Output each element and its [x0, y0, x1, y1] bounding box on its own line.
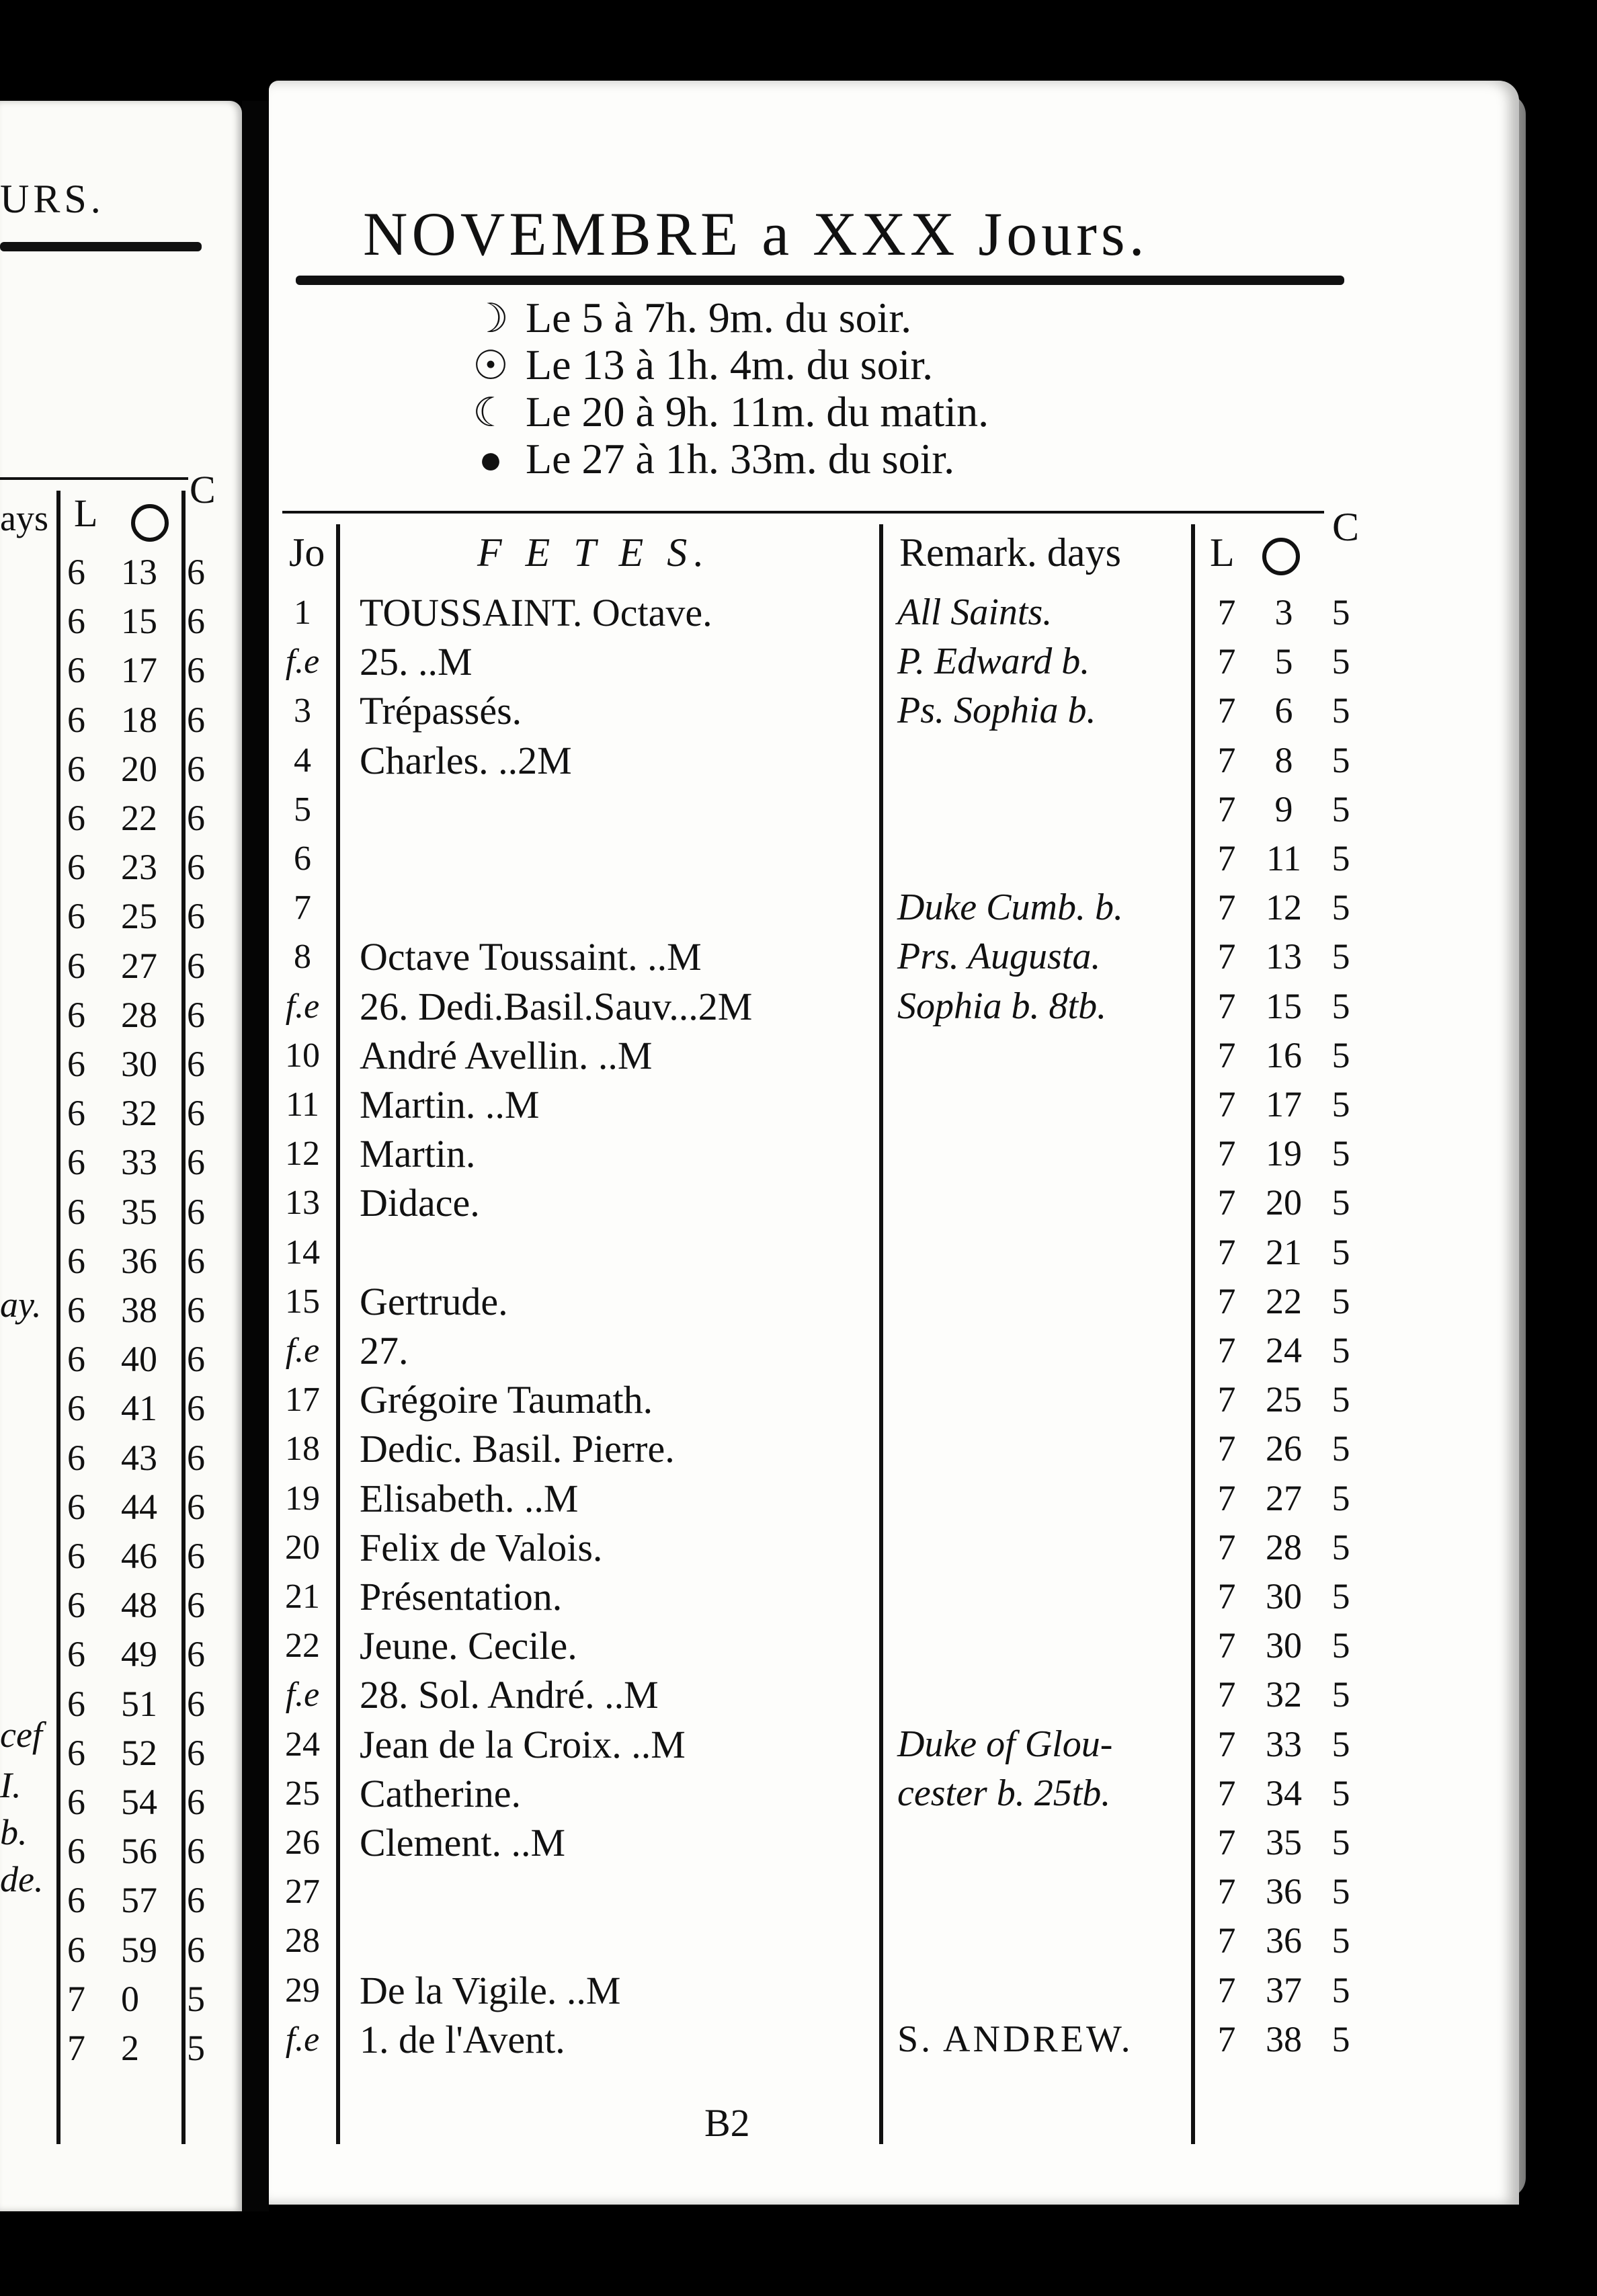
left-lunar-cell: 6 — [67, 748, 85, 789]
left-c-cell: 6 — [187, 896, 205, 937]
left-lunar-cell: 6 — [67, 1437, 85, 1478]
left-lunar-cell: 6 — [67, 1486, 85, 1527]
remark-cell: Duke Cumb. b. — [897, 887, 1123, 929]
fete-cell: André Avellin. ..M — [360, 1033, 653, 1077]
left-lunar-cell: 6 — [67, 1191, 85, 1232]
fete-cell: 27. — [360, 1329, 409, 1372]
day-cell: 20 — [285, 1528, 320, 1567]
day-cell: 13 — [285, 1184, 320, 1223]
left-divider — [181, 491, 186, 2144]
day-cell: 10 — [285, 1036, 320, 1075]
c-cell: 5 — [1332, 887, 1350, 928]
lunar-cell: 7 — [1217, 1772, 1236, 1813]
left-lunar-cell: 6 — [67, 1388, 85, 1429]
sun-cell: 19 — [1266, 1133, 1302, 1174]
c-cell: 5 — [1332, 739, 1350, 780]
left-sun-cell: 52 — [121, 1732, 157, 1773]
left-margin-fragment: ay. — [0, 1284, 42, 1325]
fete-cell: Martin. — [360, 1132, 476, 1176]
left-sun-cell: 59 — [121, 1929, 157, 1970]
lunar-cell: 7 — [1217, 1576, 1236, 1616]
lunar-cell: 7 — [1217, 1084, 1236, 1124]
left-c-cell: 6 — [187, 1929, 205, 1970]
sun-cell: 30 — [1266, 1576, 1302, 1616]
fete-cell: Felix de Valois. — [360, 1525, 603, 1569]
c-cell: 5 — [1332, 1477, 1350, 1518]
c-cell: 5 — [1332, 1034, 1350, 1075]
left-lunar-cell: 6 — [67, 650, 85, 691]
sun-cell: 32 — [1266, 1674, 1302, 1715]
left-sun-cell: 28 — [121, 994, 157, 1035]
day-cell: 3 — [294, 692, 311, 731]
header-C: C — [1332, 505, 1360, 549]
c-cell: 5 — [1332, 1871, 1350, 1912]
remark-cell: Ps. Sophia b. — [897, 690, 1096, 732]
left-sun-cell: 0 — [121, 1978, 139, 2019]
left-c-cell: 6 — [187, 552, 205, 592]
lunar-cell: 7 — [1217, 1330, 1236, 1370]
day-cell: 14 — [285, 1233, 320, 1272]
remark-cell: Prs. Augusta. — [897, 936, 1101, 978]
lunar-cell: 7 — [1217, 1969, 1236, 2010]
left-sun-cell: 18 — [121, 699, 157, 740]
remark-cell: P. Edward b. — [897, 641, 1090, 683]
left-sun-cell: 23 — [121, 847, 157, 888]
sun-cell: 26 — [1266, 1428, 1302, 1469]
book-gutter — [242, 101, 269, 2211]
left-lunar-cell: 6 — [67, 896, 85, 937]
left-c-cell: 6 — [187, 847, 205, 888]
left-c-cell: 6 — [187, 748, 205, 789]
fete-cell: Grégoire Taumath. — [360, 1378, 653, 1422]
first-quarter-icon: ☽ — [473, 296, 509, 341]
c-cell: 5 — [1332, 1576, 1350, 1616]
left-c-cell: 6 — [187, 798, 205, 838]
left-c-cell: 6 — [187, 1093, 205, 1134]
sun-cell: 36 — [1266, 1920, 1302, 1961]
left-lunar-cell: 7 — [67, 2028, 85, 2068]
left-sun-cell: 40 — [121, 1339, 157, 1380]
c-cell: 5 — [1332, 1772, 1350, 1813]
sun-cell: 34 — [1266, 1772, 1302, 1813]
left-c-cell: 6 — [187, 1437, 205, 1478]
left-c-cell: 6 — [187, 1240, 205, 1281]
left-sun-cell: 2 — [121, 2028, 139, 2068]
left-lunar-cell: 6 — [67, 1044, 85, 1084]
sun-cell: 16 — [1266, 1034, 1302, 1075]
lunar-cell: 7 — [1217, 936, 1236, 977]
day-cell: 24 — [285, 1725, 320, 1764]
lunar-cell: 7 — [1217, 592, 1236, 632]
sun-cell: 15 — [1266, 985, 1302, 1026]
left-c-cell: 6 — [187, 1880, 205, 1921]
c-cell: 5 — [1332, 1526, 1350, 1567]
left-header-rule — [0, 242, 202, 251]
c-cell: 5 — [1332, 838, 1350, 878]
left-divider — [56, 491, 60, 2144]
lunar-cell: 7 — [1217, 1428, 1236, 1469]
left-sun-cell: 49 — [121, 1634, 157, 1675]
sun-cell: 6 — [1274, 690, 1293, 731]
fete-cell: Jean de la Croix. ..M — [360, 1722, 686, 1766]
lunar-cell: 7 — [1217, 1477, 1236, 1518]
lunar-cell: 7 — [1217, 788, 1236, 829]
left-lunar-cell: 6 — [67, 1240, 85, 1281]
left-sun-cell: 43 — [121, 1437, 157, 1478]
left-sun-cell: 38 — [121, 1290, 157, 1330]
fete-cell: Clement. ..M — [360, 1821, 566, 1864]
sun-cell: 12 — [1266, 887, 1302, 928]
fete-cell: 1. de l'Avent. — [360, 2017, 565, 2061]
left-lunar-cell: 6 — [67, 1585, 85, 1626]
fete-cell: Catherine. — [360, 1771, 521, 1815]
lunar-cell: 7 — [1217, 641, 1236, 682]
day-cell: f.e — [285, 1676, 320, 1715]
lunar-cell: 7 — [1217, 1034, 1236, 1075]
left-c-cell: 6 — [187, 1044, 205, 1084]
day-cell: 7 — [294, 889, 311, 928]
c-cell: 5 — [1332, 1723, 1350, 1764]
c-cell: 5 — [1332, 985, 1350, 1026]
c-cell: 5 — [1332, 1330, 1350, 1370]
day-cell: 26 — [285, 1823, 320, 1862]
left-sun-cell: 57 — [121, 1880, 157, 1921]
left-lunar-cell: 6 — [67, 1093, 85, 1134]
left-sun-cell: 13 — [121, 552, 157, 592]
left-margin-fragment: cef — [0, 1715, 42, 1755]
fete-cell: Trépassés. — [360, 689, 522, 733]
lunar-cell: 7 — [1217, 690, 1236, 731]
left-c-cell: 6 — [187, 699, 205, 740]
fete-cell: Dedic. Basil. Pierre. — [360, 1427, 675, 1471]
left-sun-cell: 48 — [121, 1585, 157, 1626]
left-lunar-cell: 6 — [67, 994, 85, 1035]
day-cell: 12 — [285, 1135, 320, 1174]
left-c-cell: 6 — [187, 1585, 205, 1626]
day-cell: 28 — [285, 1922, 320, 1961]
lunar-cell: 7 — [1217, 1133, 1236, 1174]
fete-cell: Octave Toussaint. ..M — [360, 935, 702, 979]
header-fetes: F E T E S. — [477, 530, 711, 575]
c-cell: 5 — [1332, 1133, 1350, 1174]
day-cell: f.e — [285, 1331, 320, 1370]
left-c-cell: 6 — [187, 1634, 205, 1675]
lunar-cell: 7 — [1217, 1625, 1236, 1666]
moon-phase-text: Le 20 à 9h. 11m. du matin. — [526, 388, 989, 436]
c-cell: 5 — [1332, 1084, 1350, 1124]
left-sun-cell: 32 — [121, 1093, 157, 1134]
column-divider — [336, 524, 340, 2144]
left-sun-cell: 17 — [121, 650, 157, 691]
left-c-cell: 6 — [187, 601, 205, 642]
remark-cell: All Saints. — [897, 591, 1053, 633]
lunar-cell: 7 — [1217, 985, 1236, 1026]
fete-cell: Martin. ..M — [360, 1083, 540, 1126]
sun-cell: 21 — [1266, 1231, 1302, 1272]
sun-cell: 25 — [1266, 1379, 1302, 1420]
fete-cell: Elisabeth. ..M — [360, 1476, 579, 1520]
main-page — [269, 81, 1519, 2205]
c-cell: 5 — [1332, 641, 1350, 682]
fete-cell: 28. Sol. André. ..M — [360, 1673, 659, 1717]
lunar-cell: 7 — [1217, 1231, 1236, 1272]
sun-cell: 27 — [1266, 1477, 1302, 1518]
left-lunar-cell: 6 — [67, 1782, 85, 1822]
fete-cell: Didace. — [360, 1181, 480, 1225]
lunar-cell: 7 — [1217, 739, 1236, 780]
remark-cell: S. ANDREW. — [897, 2018, 1133, 2060]
day-cell: 4 — [294, 741, 311, 780]
table-top-rule — [282, 511, 1324, 514]
sun-cell: 5 — [1274, 641, 1293, 682]
left-c-cell: 6 — [187, 1683, 205, 1724]
c-cell: 5 — [1332, 592, 1350, 632]
remark-cell: Sophia b. 8tb. — [897, 985, 1107, 1027]
left-c-cell: 6 — [187, 1339, 205, 1380]
c-cell: 5 — [1332, 1625, 1350, 1666]
left-lunar-cell: 7 — [67, 1978, 85, 2019]
c-cell: 5 — [1332, 1231, 1350, 1272]
lunar-cell: 7 — [1217, 1871, 1236, 1912]
left-lunar-cell: 6 — [67, 1831, 85, 1872]
left-sun-cell: 54 — [121, 1782, 157, 1822]
c-cell: 5 — [1332, 788, 1350, 829]
left-sun-cell: 35 — [121, 1191, 157, 1232]
left-lunar-cell: 6 — [67, 552, 85, 592]
left-sun-cell: 36 — [121, 1240, 157, 1281]
lunar-cell: 7 — [1217, 2018, 1236, 2059]
fete-cell: Présentation. — [360, 1575, 563, 1618]
left-c-cell: 6 — [187, 1142, 205, 1183]
day-cell: 15 — [285, 1282, 320, 1321]
left-c-cell: 5 — [187, 1978, 205, 2019]
lunar-cell: 7 — [1217, 1379, 1236, 1420]
left-sun-cell: 56 — [121, 1831, 157, 1872]
left-lunar-cell: 6 — [67, 847, 85, 888]
column-divider — [1191, 524, 1195, 2144]
left-lunar-cell: 6 — [67, 945, 85, 986]
header-remark: Remark. days — [899, 530, 1121, 575]
day-cell: 1 — [294, 593, 311, 632]
sun-cell: 3 — [1274, 592, 1293, 632]
page-title: NOVEMBRE a XXX Jours. — [363, 200, 1149, 268]
lunar-cell: 7 — [1217, 1182, 1236, 1223]
c-cell: 5 — [1332, 1280, 1350, 1321]
lunar-cell: 7 — [1217, 1723, 1236, 1764]
left-col-L: L — [74, 491, 98, 535]
sun-cell: 17 — [1266, 1084, 1302, 1124]
sun-cell: 8 — [1274, 739, 1293, 780]
day-cell: 21 — [285, 1577, 320, 1616]
left-sun-cell: 44 — [121, 1486, 157, 1527]
header-day: Jo — [289, 530, 325, 575]
fete-cell: De la Vigile. ..M — [360, 1968, 621, 2012]
left-lunar-cell: 6 — [67, 1634, 85, 1675]
sun-cell: 36 — [1266, 1871, 1302, 1912]
sun-cell: 37 — [1266, 1969, 1302, 2010]
day-cell: 5 — [294, 790, 311, 829]
day-cell: 19 — [285, 1479, 320, 1518]
header-L: L — [1210, 530, 1235, 575]
left-c-cell: 6 — [187, 1388, 205, 1429]
moon-phase-row — [470, 294, 989, 341]
sun-cell: 13 — [1266, 936, 1302, 977]
left-sun-cell: 33 — [121, 1142, 157, 1183]
day-cell: 8 — [294, 938, 311, 977]
remark-cell: Duke of Glou- — [897, 1723, 1113, 1765]
left-c-cell: 6 — [187, 1782, 205, 1822]
moon-phase-text: Le 5 à 7h. 9m. du soir. — [526, 294, 912, 341]
day-cell: 18 — [285, 1430, 320, 1469]
left-lunar-cell: 6 — [67, 1880, 85, 1921]
fete-cell: Jeune. Cecile. — [360, 1624, 577, 1668]
c-cell: 5 — [1332, 936, 1350, 977]
day-cell: f.e — [285, 987, 320, 1026]
left-sun-cell: 15 — [121, 601, 157, 642]
header-sun-icon — [1262, 538, 1300, 575]
left-c-cell: 6 — [187, 945, 205, 986]
c-cell: 5 — [1332, 1428, 1350, 1469]
lunar-cell: 7 — [1217, 1674, 1236, 1715]
sun-cell: 24 — [1266, 1330, 1302, 1370]
day-cell: 27 — [285, 1873, 320, 1912]
sun-cell: 28 — [1266, 1526, 1302, 1567]
left-margin-fragment: I. — [0, 1765, 22, 1805]
left-lunar-cell: 6 — [67, 1732, 85, 1773]
left-sun-cell: 25 — [121, 896, 157, 937]
left-sun-cell: 30 — [121, 1044, 157, 1084]
day-cell: 11 — [285, 1085, 320, 1124]
left-c-cell: 6 — [187, 1290, 205, 1330]
left-lunar-cell: 6 — [67, 798, 85, 838]
new-moon-icon: ● — [478, 438, 503, 482]
sun-cell: 22 — [1266, 1280, 1302, 1321]
left-c-cell: 6 — [187, 1536, 205, 1576]
left-c-cell: 6 — [187, 1831, 205, 1872]
fete-cell: TOUSSAINT. Octave. — [360, 591, 712, 634]
full-moon-icon: ☉ — [473, 343, 509, 388]
left-sun-cell: 20 — [121, 748, 157, 789]
left-c-cell: 6 — [187, 1732, 205, 1773]
lunar-cell: 7 — [1217, 1280, 1236, 1321]
left-lunar-cell: 6 — [67, 1142, 85, 1183]
left-c-cell: 5 — [187, 2028, 205, 2068]
page-signature: B2 — [704, 2101, 750, 2145]
day-cell: f.e — [285, 2020, 320, 2059]
c-cell: 5 — [1332, 2018, 1350, 2059]
c-cell: 5 — [1332, 1182, 1350, 1223]
c-cell: 5 — [1332, 690, 1350, 731]
moon-phase-text: Le 27 à 1h. 33m. du soir. — [526, 435, 955, 483]
sun-cell: 38 — [1266, 2018, 1302, 2059]
day-cell: 29 — [285, 1971, 320, 2010]
last-quarter-icon: ☾ — [473, 391, 509, 435]
left-col-C: C — [190, 468, 216, 511]
column-divider — [879, 524, 883, 2144]
left-lunar-cell: 6 — [67, 1929, 85, 1970]
left-c-cell: 6 — [187, 1191, 205, 1232]
c-cell: 5 — [1332, 1920, 1350, 1961]
day-cell: 25 — [285, 1774, 320, 1813]
left-sun-cell: 51 — [121, 1683, 157, 1724]
moon-phase-row — [470, 388, 989, 436]
left-sun-cell: 41 — [121, 1388, 157, 1429]
sun-cell: 11 — [1266, 838, 1301, 878]
left-col-label-fragment: ays — [0, 498, 48, 538]
left-facing-page — [0, 101, 242, 2211]
moon-phases — [470, 294, 989, 483]
c-cell: 5 — [1332, 1379, 1350, 1420]
left-header-fragment: URS. — [0, 177, 105, 221]
lunar-cell: 7 — [1217, 838, 1236, 878]
left-margin-fragment: de. — [0, 1859, 44, 1899]
left-table-top-rule — [0, 477, 188, 480]
lunar-cell: 7 — [1217, 1822, 1236, 1862]
left-lunar-cell: 6 — [67, 601, 85, 642]
left-sun-icon — [131, 504, 169, 542]
left-lunar-cell: 6 — [67, 1339, 85, 1380]
sun-cell: 20 — [1266, 1182, 1302, 1223]
fete-cell: 26. Dedi.Basil.Sauv...2M — [360, 984, 753, 1028]
fete-cell: Charles. ..2M — [360, 738, 572, 782]
c-cell: 5 — [1332, 1969, 1350, 2010]
moon-phase-row — [470, 436, 989, 483]
day-cell: 6 — [294, 839, 311, 878]
fete-cell: Gertrude. — [360, 1279, 508, 1323]
sun-cell: 33 — [1266, 1723, 1302, 1764]
left-c-cell: 6 — [187, 1486, 205, 1527]
moon-phase-text: Le 13 à 1h. 4m. du soir. — [526, 341, 934, 388]
left-lunar-cell: 6 — [67, 699, 85, 740]
c-cell: 5 — [1332, 1822, 1350, 1862]
title-rule — [296, 276, 1344, 285]
lunar-cell: 7 — [1217, 887, 1236, 928]
left-sun-cell: 22 — [121, 798, 157, 838]
left-margin-fragment: b. — [0, 1812, 28, 1852]
left-lunar-cell: 6 — [67, 1536, 85, 1576]
moon-phase-row — [470, 341, 989, 388]
left-c-cell: 6 — [187, 650, 205, 691]
lunar-cell: 7 — [1217, 1526, 1236, 1567]
left-sun-cell: 27 — [121, 945, 157, 986]
left-lunar-cell: 6 — [67, 1290, 85, 1330]
c-cell: 5 — [1332, 1674, 1350, 1715]
day-cell: 22 — [285, 1627, 320, 1666]
day-cell: f.e — [285, 643, 320, 682]
fete-cell: 25. ..M — [360, 640, 473, 684]
lunar-cell: 7 — [1217, 1920, 1236, 1961]
remark-cell: cester b. 25tb. — [897, 1772, 1111, 1814]
left-sun-cell: 46 — [121, 1536, 157, 1576]
sun-cell: 30 — [1266, 1625, 1302, 1666]
left-c-cell: 6 — [187, 994, 205, 1035]
day-cell: 17 — [285, 1381, 320, 1420]
sun-cell: 9 — [1274, 788, 1293, 829]
left-lunar-cell: 6 — [67, 1683, 85, 1724]
sun-cell: 35 — [1266, 1822, 1302, 1862]
